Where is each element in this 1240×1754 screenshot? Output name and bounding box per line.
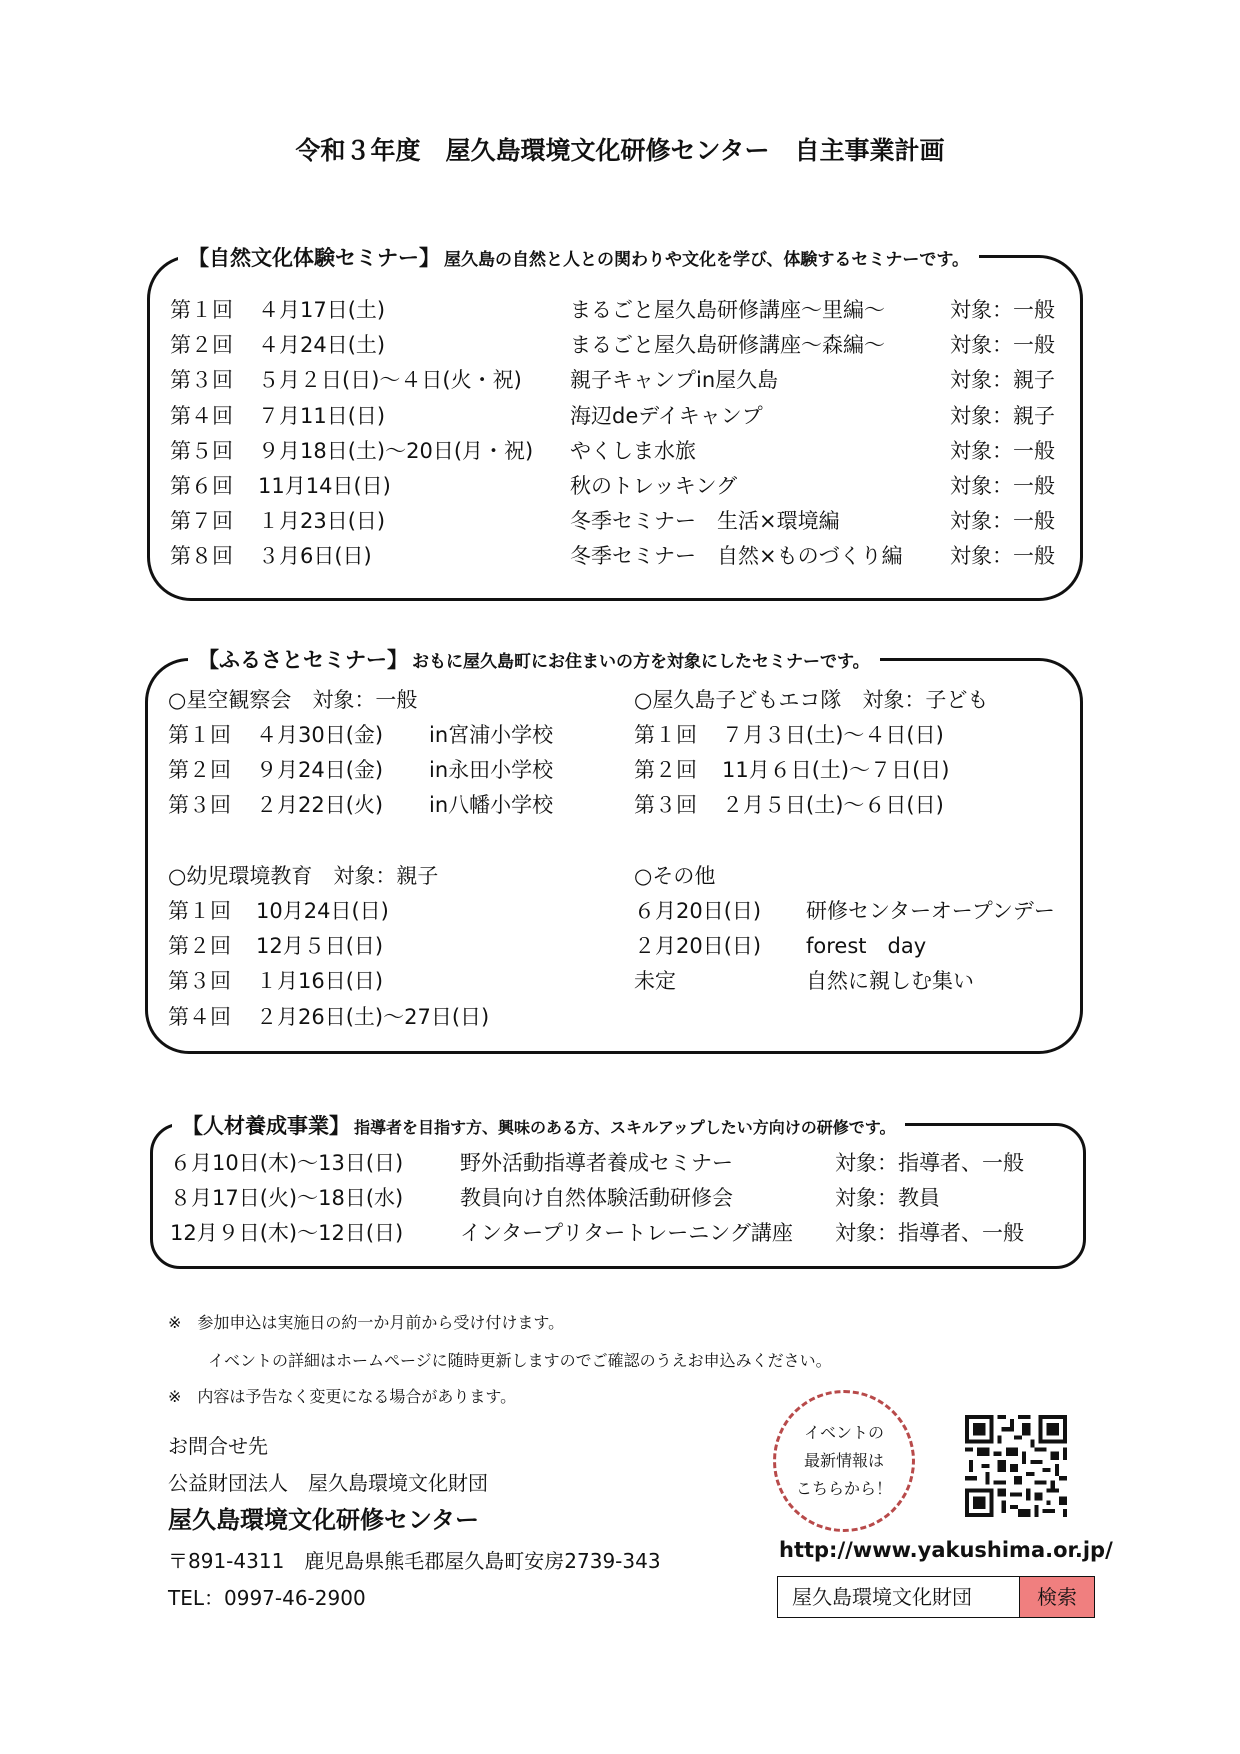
other-event-row — [634, 929, 1074, 964]
sub-heading — [168, 859, 608, 894]
session-number: 第３回 — [168, 793, 231, 818]
session-date: 12月５日(日) — [256, 934, 384, 959]
session-number: 第２回 — [168, 934, 231, 959]
contact-address: 〒891-4311 鹿児島県熊毛郡屋久島町安房2739-343 — [168, 1549, 661, 1573]
qr-code-icon[interactable] — [965, 1415, 1067, 1517]
session-date: ２月22日(火) — [256, 793, 384, 818]
session-target: 対象：親子 — [950, 403, 1055, 428]
training-row — [170, 1216, 1050, 1251]
session-target: 対象：一般 — [950, 298, 1055, 322]
session-date: ９月24日(金) — [256, 758, 384, 783]
seminar-row — [170, 504, 1070, 539]
early-childhood-row — [168, 929, 608, 964]
session-target: 対象：一般 — [950, 544, 1055, 569]
session-target: 対象：親子 — [950, 368, 1055, 393]
seminar-row — [170, 399, 1070, 434]
event-date: ２月20日(日) — [634, 934, 762, 959]
session-place: in永田小学校 — [429, 758, 554, 783]
early-childhood-row — [168, 964, 608, 999]
session-target: 対象：一般 — [950, 509, 1055, 534]
training-row — [170, 1146, 1050, 1181]
event-date: ６月20日(日) — [634, 899, 762, 923]
bubble-line: 最新情報は — [803, 1451, 884, 1470]
seminar-row — [170, 363, 1070, 398]
early-childhood-row — [168, 1000, 608, 1035]
page-title: 令和３年度 屋久島環境文化研修センター 自主事業計画 — [295, 136, 945, 165]
contact-center-name: 屋久島環境文化研修センター — [168, 1506, 480, 1534]
other-event-row — [634, 964, 1074, 999]
session-number: 第２回 — [170, 333, 233, 358]
bubble-line: イベントの — [803, 1423, 884, 1442]
session-date: １月16日(日) — [256, 969, 384, 994]
session-title: 冬季セミナー 自然×ものづくり編 — [570, 544, 903, 569]
note-line-3: ※ 内容は予告なく変更になる場合があります。 — [168, 1387, 517, 1406]
session-date: ２月５日(土)～６日(日) — [722, 793, 944, 818]
eco-corps-row — [634, 718, 1064, 753]
session-target: 対象：一般 — [950, 438, 1055, 463]
session-number: 第８回 — [170, 544, 233, 569]
sub-heading-text: ○幼児環境教育 対象：親子 — [168, 864, 439, 888]
training-target: 対象：教員 — [835, 1186, 940, 1211]
session-date: ９月18日(土)～20日(月・祝) — [258, 438, 534, 463]
session-number: 第１回 — [634, 723, 697, 747]
latest-info-bubble — [773, 1390, 915, 1532]
training-target: 対象：指導者、一般 — [835, 1151, 1024, 1175]
sub-heading — [634, 683, 1074, 718]
website-url[interactable]: http://www.yakushima.or.jp/ — [779, 1538, 1113, 1562]
session-date: 11月14日(日) — [258, 474, 391, 498]
search-box — [777, 1576, 1095, 1618]
event-title: 研修センターオープンデー — [806, 899, 1055, 923]
session-place: in八幡小学校 — [429, 793, 554, 818]
contact-organization: 公益財団法人 屋久島環境文化財団 — [168, 1471, 488, 1495]
session-number: 第４回 — [168, 1004, 231, 1029]
session-number: 第２回 — [168, 758, 231, 783]
section-description: おもに屋久島町にお住まいの方を対象にしたセミナーです。 — [412, 652, 870, 672]
session-date: ７月11日(日) — [258, 403, 386, 428]
sub-heading — [168, 683, 608, 718]
nature-seminar-header — [178, 242, 979, 272]
session-number: 第２回 — [634, 758, 697, 783]
session-target: 対象：一般 — [950, 333, 1055, 358]
training-row — [170, 1181, 1050, 1216]
furusato-seminar-header — [188, 644, 880, 674]
training-title: 野外活動指導者養成セミナー — [460, 1151, 733, 1175]
session-place: in宮浦小学校 — [429, 723, 554, 747]
jinzai-header — [172, 1110, 905, 1140]
seminar-row — [170, 469, 1070, 504]
training-title: インタープリタートレーニング講座 — [460, 1221, 793, 1246]
section-title: 【人材養成事業】 — [182, 1114, 350, 1138]
sub-heading-text: ○屋久島子どもエコ隊 対象：子ども — [634, 688, 989, 712]
contact-label: お問合せ先 — [168, 1434, 268, 1458]
stargazing-row — [168, 788, 608, 823]
session-date: ４月30日(金) — [256, 723, 384, 747]
session-date: １月23日(日) — [258, 509, 386, 534]
training-date: ８月17日(火)～18日(水) — [170, 1186, 404, 1211]
eco-corps-row — [634, 753, 1064, 788]
note-line-1: ※ 参加申込は実施日の約一か月前から受け付けます。 — [168, 1313, 565, 1332]
seminar-row — [170, 293, 1070, 328]
session-date: ２月26日(土)～27日(日) — [256, 1004, 490, 1029]
session-number: 第７回 — [170, 509, 233, 534]
training-title: 教員向け自然体験活動研修会 — [460, 1186, 733, 1211]
section-title: 【自然文化体験セミナー】 — [188, 246, 440, 270]
sub-heading — [634, 859, 1074, 894]
search-input[interactable]: 屋久島環境文化財団 — [792, 1585, 972, 1609]
event-title: 自然に親しむ集い — [806, 969, 974, 994]
note-line-2: イベントの詳細はホームページに随時更新しますのでご確認のうえお申込みください。 — [208, 1351, 832, 1370]
session-title: 秋のトレッキング — [570, 474, 738, 498]
session-number: 第３回 — [634, 793, 697, 818]
search-button[interactable]: 検索 — [1019, 1577, 1094, 1617]
session-title: まるごと屋久島研修講座～里編～ — [570, 298, 885, 322]
session-title: 海辺deデイキャンプ — [570, 403, 763, 428]
seminar-row — [170, 434, 1070, 469]
session-number: 第１回 — [168, 723, 231, 747]
session-number: 第３回 — [170, 368, 233, 393]
session-number: 第１回 — [170, 298, 233, 322]
session-date: ３月6日(日) — [258, 544, 372, 569]
session-target: 対象：一般 — [950, 474, 1055, 498]
contact-tel: TEL：0997-46-2900 — [168, 1586, 366, 1610]
session-title: 親子キャンプin屋久島 — [570, 368, 779, 393]
session-date: ５月２日(日)～４日(火・祝) — [258, 368, 522, 393]
session-date: ７月３日(土)～４日(日) — [722, 723, 944, 747]
training-date: ６月10日(木)～13日(日) — [170, 1151, 404, 1175]
stargazing-row — [168, 753, 608, 788]
section-title: 【ふるさとセミナー】 — [198, 648, 408, 672]
session-number: 第４回 — [170, 403, 233, 428]
section-description: 指導者を目指す方、興味のある方、スキルアップしたい方向けの研修です。 — [354, 1118, 896, 1137]
session-number: 第５回 — [170, 438, 233, 463]
session-date: ４月24日(土) — [258, 333, 386, 358]
other-event-row — [634, 894, 1074, 929]
session-number: 第６回 — [170, 474, 233, 498]
sub-heading-text: ○星空観察会 対象：一般 — [168, 688, 418, 712]
session-date: 11月６日(土)～７日(日) — [722, 758, 950, 783]
session-date: ４月17日(土) — [258, 298, 386, 322]
sub-heading-text: ○その他 — [634, 864, 716, 888]
section-description: 屋久島の自然と人との関わりや文化を学び、体験するセミナーです。 — [444, 250, 969, 270]
training-date: 12月９日(木)～12日(日) — [170, 1221, 404, 1246]
event-title: forest day — [806, 934, 927, 959]
seminar-row — [170, 539, 1070, 574]
seminar-row — [170, 328, 1070, 363]
eco-corps-row — [634, 788, 1064, 823]
training-target: 対象：指導者、一般 — [835, 1221, 1024, 1246]
bubble-line: こちらから！ — [795, 1479, 892, 1498]
stargazing-row — [168, 718, 608, 753]
session-number: 第３回 — [168, 969, 231, 994]
session-title: 冬季セミナー 生活×環境編 — [570, 509, 840, 534]
early-childhood-row — [168, 894, 608, 929]
session-number: 第１回 — [168, 899, 231, 923]
event-date: 未定 — [634, 969, 676, 994]
session-date: 10月24日(日) — [256, 899, 389, 923]
session-title: やくしま水旅 — [570, 438, 696, 463]
session-title: まるごと屋久島研修講座～森編～ — [570, 333, 885, 358]
